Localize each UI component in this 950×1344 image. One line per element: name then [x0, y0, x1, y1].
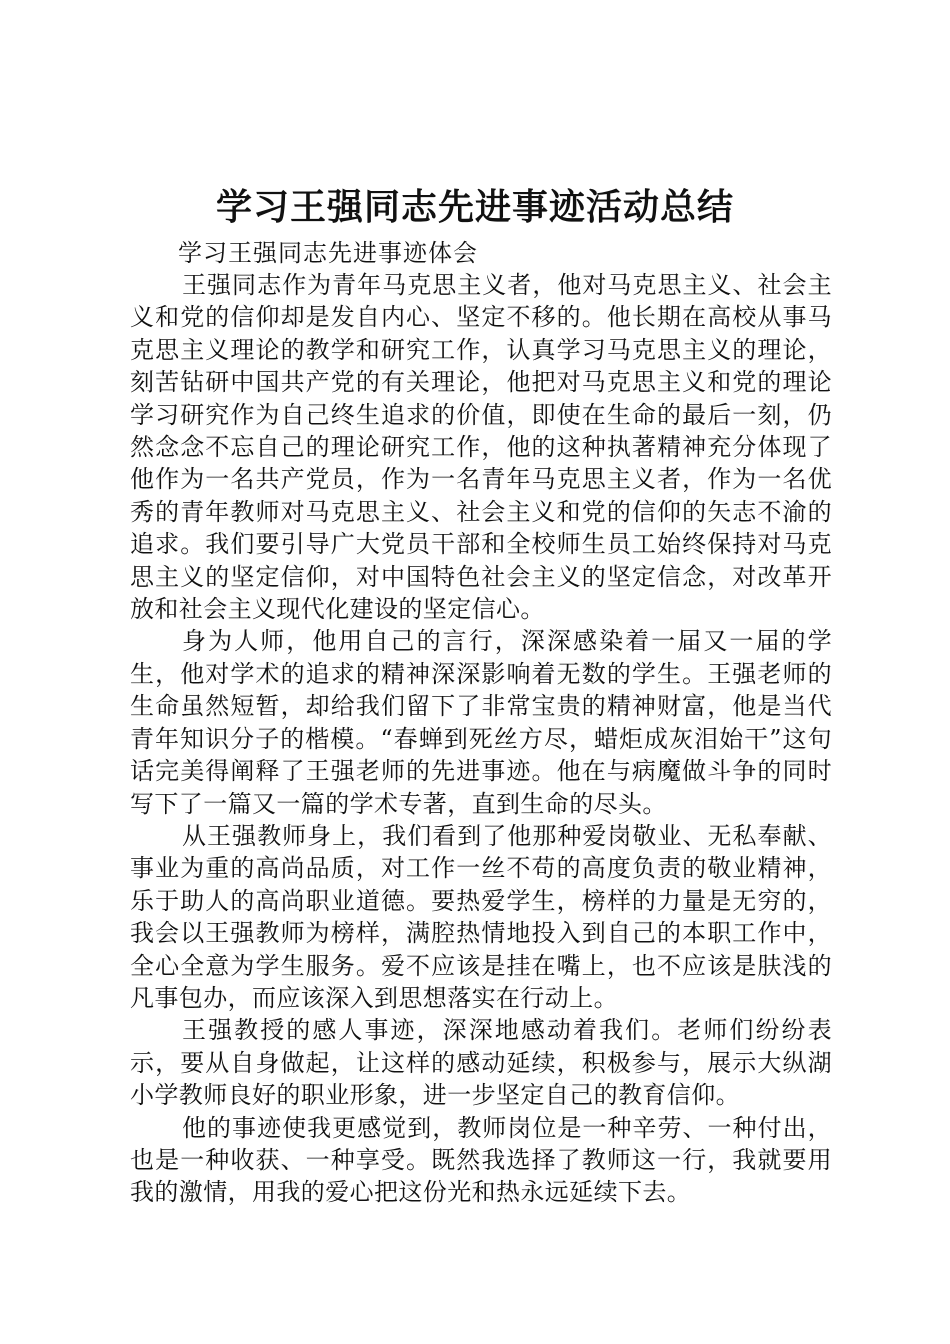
- document-body: [130, 237, 832, 1209]
- paragraph-3: 从王强教师身上，我们看到了他那种爱岗敬业、无私奉献、事业为重的高尚品质，对工作一丝不苟的高度负责的敬业精神，乐于助人的高尚职业道德。要热爱学生，榜样的力量是无穷的，我会以王强教师为榜样，满腔热情地投入到自己的本职工作中，全心全意为学生服务。爱不应该是挂在嘴上，也不应该是肤浅的凡事包办，而应该深入到思想落实在行动上。: [130, 821, 832, 1012]
- document-subheading: 学习王强同志先进事迹体会: [178, 239, 478, 267]
- paragraph-4: 王强教授的感人事迹，深深地感动着我们。老师们纷纷表示，要从自身做起，让这样的感动延续，积极参与，展示大纵湖小学教师良好的职业形象，进一步坚定自己的教育信仰。: [130, 1016, 832, 1110]
- document-title: 学习王强同志先进事迹活动总结: [215, 187, 734, 228]
- paragraph-1: 王强同志作为青年马克思主义者，他对马克思主义、社会主义和党的信仰却是发自内心、坚定不移的。他长期在高校从事马克思主义理论的教学和研究工作，认真学习马克思主义的理论，刻苦钻研中国共产党的有关理论，他把对马克思主义和党的理论学习研究作为自己终生追求的价值，即使在生命的最后一刻，仍然念念不忘自己的理论研究工作，他的这种执著精神充分体现了他作为一名共产党员，作为一名青年马克思主义者，作为一名优秀的青年教师对马克思主义、社会主义和党的信仰的矢志不渝的追求。我们要引导广大党员干部和全校师生员工始终保持对马克思主义的坚定信仰，对中国特色社会主义的坚定信念，对改革开放和社会主义现代化建设的坚定信心。: [130, 271, 832, 624]
- paragraph-2: 身为人师，他用自己的言行，深深感染着一届又一届的学生，他对学术的追求的精神深深影响着无数的学生。王强老师的生命虽然短暂，却给我们留下了非常宝贵的精神财富，他是当代青年知识分子的楷模。“春蝉到死丝方尽，蜡炬成灰泪始干”这句话完美得阐释了王强老师的先进事迹。他在与病魔做斗争的同时写下了一篇又一篇的学术专著，直到生命的尽头。: [130, 627, 832, 818]
- paragraph-5: 他的事迹使我更感觉到，教师岗位是一种辛劳、一种付出，也是一种收获、一种享受。既然我选择了教师这一行，我就要用我的激情，用我的爱心把这份光和热永远延续下去。: [130, 1113, 832, 1207]
